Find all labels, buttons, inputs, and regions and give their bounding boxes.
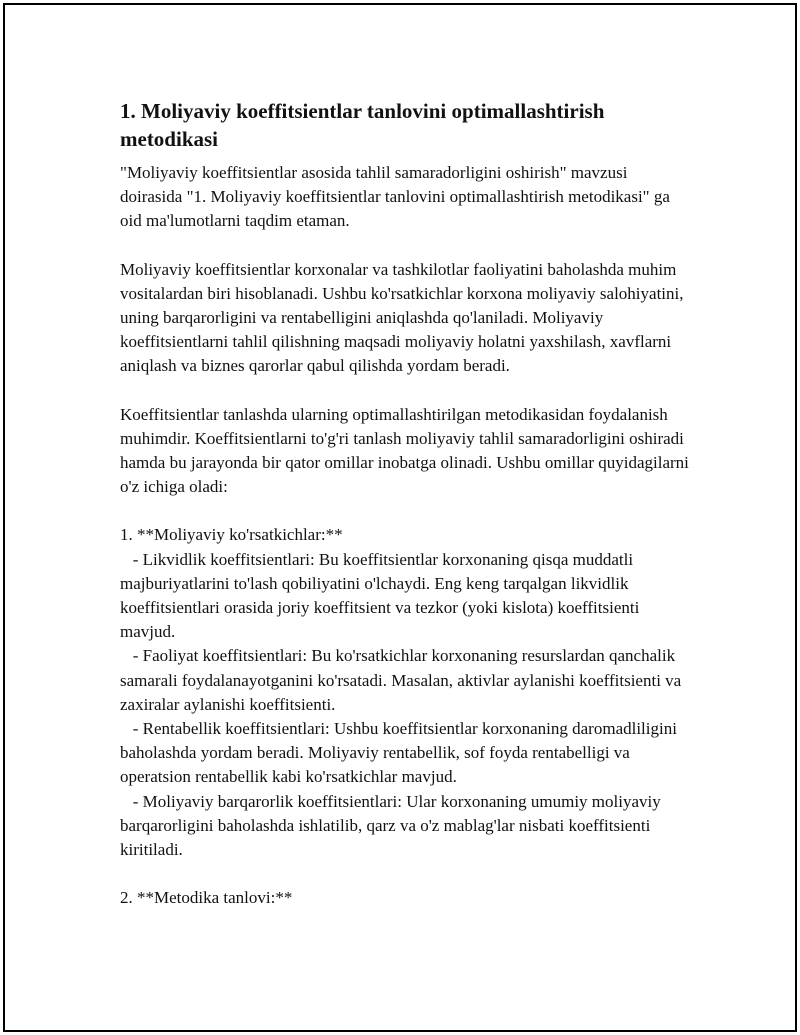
document-title: 1. Moliyaviy koeffitsientlar tanlovini optimallashtirish metodikasi <box>120 99 605 151</box>
document-content <box>120 97 690 910</box>
list-item <box>120 644 690 717</box>
list-item <box>120 790 690 863</box>
list-item-text: - Rentabellik koeffitsientlari: Ushbu koeffitsientlar korxonaning daromadliligini baholashda yordam beradi. Moliyaviy rentabellik, sof foyda rentabelligi va operatsion rentabellik kabi ko'rsatkichlar mavjud. <box>120 719 677 787</box>
list-item-text: - Faoliyat koeffitsientlari: Bu ko'rsatkichlar korxonaning resurslardan qanchalik samarali foydalanayotganini ko'rsatadi. Masalan, aktivlar aylanishi koeffitsienti va zaxiralar aylanishi koeffitsienti. <box>120 646 682 714</box>
paragraph-intro: "Moliyaviy koeffitsientlar asosida tahlil samaradorligini oshirish" mavzusi doirasida "1. Moliyaviy koeffitsientlar tanlovini optimallashtirish metodikasi" ga oid ma'lumotlarni taqdim etaman. <box>120 163 670 231</box>
list-item-text: - Likvidlik koeffitsientlari: Bu koeffitsientlar korxonaning qisqa muddatli majburiyatlarini to'lash qobiliyatini o'lchaydi. Eng keng tarqalgan likvidlik koeffitsientlari orasida joriy koeffitsient va tezkor (yoki kislota) koeffitsienti mavjud. <box>120 549 640 642</box>
document-page <box>3 3 797 1032</box>
list-heading: 1. **Moliyaviy ko'rsatkichlar:** <box>120 525 343 545</box>
list-heading-method: 2. **Metodika tanlovi:** <box>120 888 293 908</box>
paragraph-coefficients: Moliyaviy koeffitsientlar korxonalar va tashkilotlar faoliyatini baholashda muhim vositalardan biri hisoblanadi. Ushbu ko'rsatkichlar korxona moliyaviy salohiyatini, uning barqarorligini va rentabelligini aniqlashda qo'laniladi. Moliyaviy koeffitsientlarni tahlil qilishning maqsadi moliyaviy holatni yaxshilash, xavflarni aniqlash va biznes qarorlar qabul qilishda yordam beradi. <box>120 259 684 376</box>
list-item <box>120 717 690 790</box>
paragraph-selection: Koeffitsientlar tanlashda ularning optimallashtirilgan metodikasidan foydalanish muhimdir. Koeffitsientlarni to'g'ri tanlash moliyaviy tahlil samaradorligini oshiradi hamda bu jarayonda bir qator omillar inobatga olinadi. Ushbu omillar quyidagilarni o'z ichiga oladi: <box>120 404 689 497</box>
list-item-text: - Moliyaviy barqarorlik koeffitsientlari: Ular korxonaning umumiy moliyaviy barqarorligini baholashda ishlatilib, qarz va o'z mablag'lar nisbati koeffitsienti kiritiladi. <box>120 791 661 860</box>
list-item <box>120 548 690 645</box>
list-financial-indicators <box>120 523 690 862</box>
